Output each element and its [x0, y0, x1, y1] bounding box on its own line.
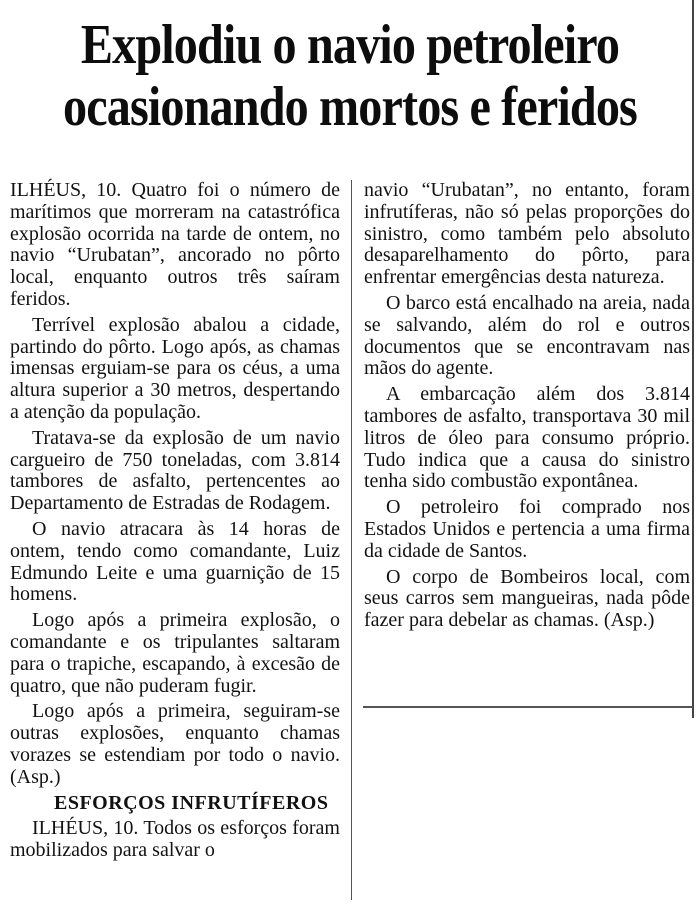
article-column-1	[10, 180, 340, 866]
headline-line-1: Explodiu o navio petroleiro	[80, 14, 620, 76]
paragraph-10: A embarcação além dos 3.814 tambores de asfalto, transportava 30 mil litros de óleo para consumo próprio. Tudo indica que a causa do sinistro tenha sido combustão expontânea.	[364, 383, 690, 493]
right-border	[692, 0, 694, 718]
paragraph-8: navio “Urubatan”, no entanto, foram infrutíferas, não só pelas proporções do sinistro, como também pelo absoluto desaparelhamento do pôrto, para enfrentar emergências desta natureza.	[364, 179, 690, 289]
paragraph-4: O navio atracara às 14 horas de ontem, tendo como comandante, Luiz Edmundo Leite e uma guarnição de 15 homens.	[10, 517, 340, 606]
column-divider	[351, 180, 352, 900]
headline	[49, 14, 651, 138]
paragraph-9: O barco está encalhado na areia, nada se salvando, além do rol e outros documentos que se encontravam nas mãos do agente.	[364, 291, 690, 380]
paragraph-2: Terrível explosão abalou a cidade, partindo do pôrto. Logo após, as chamas imensas erguiam-se para os céus, a uma altura superior a 30 metros, despertando a atenção da população.	[10, 313, 340, 423]
paragraph-5: Logo após a primeira explosão, o comandante e os tripulantes saltaram para o trapiche, escapando, à excesão de quatro, que não puderam fugir.	[10, 609, 340, 697]
paragraph-12: O corpo de Bombeiros local, com seus carros sem mangueiras, nada pôde fazer para debelar as chamas. (Asp.)	[364, 565, 690, 632]
headline-line-2: ocasionando mortos e feridos	[63, 76, 637, 138]
paragraph-3: Tratava-se da explosão de um navio cargueiro de 750 toneladas, com 3.814 tambores de asfalto, pertencentes ao Departamento de Estradas de Rodagem.	[10, 426, 340, 515]
subheading: ESFORÇOS INFRUTÍFEROS	[54, 791, 329, 814]
end-rule	[363, 706, 693, 708]
paragraph-7: ILHÉUS, 10. Todos os esforços foram mobilizados para salvar o	[10, 817, 340, 862]
article-column-2	[364, 180, 690, 636]
paragraph-6: Logo após a primeira, seguiram-se outras explosões, enquanto chamas vorazes se estendiam por todo o navio. (Asp.)	[10, 700, 340, 788]
paragraph-11: O petroleiro foi comprado nos Estados Unidos e pertencia a uma firma da cidade de Santos.	[364, 496, 690, 562]
paragraph-1: ILHÉUS, 10. Quatro foi o número de marítimos que morreram na catastrófica explosão ocorrida na tarde de ontem, no navio “Urubatan”, ancorado no pôrto local, enquanto outros três saíram feridos.	[10, 179, 340, 310]
